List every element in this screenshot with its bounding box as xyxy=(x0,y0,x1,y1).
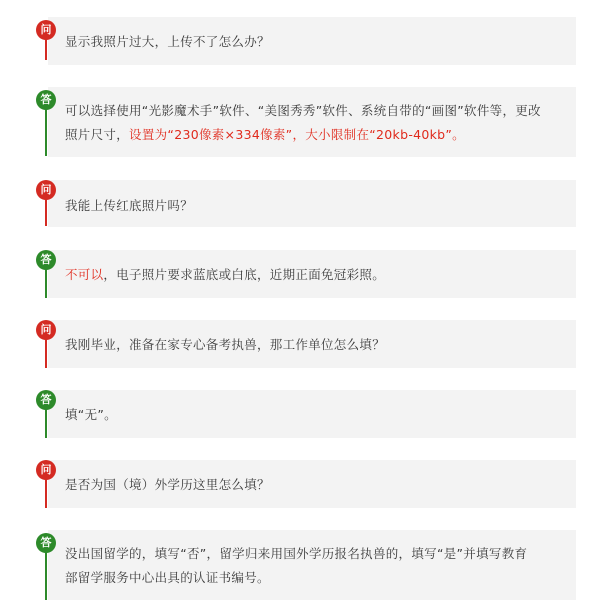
question-card xyxy=(48,320,576,368)
answer-text-line1: 没出国留学的，填写“否”，留学归来用国外学历报名执兽的，填写“是”并填写教育 xyxy=(65,546,528,561)
question-text: 是否为国（境）外学历这里怎么填？ xyxy=(65,477,270,492)
answer-text xyxy=(65,263,562,287)
question-marker: 问 xyxy=(36,20,56,40)
question-card xyxy=(48,460,576,508)
question-text: 我能上传红底照片吗？ xyxy=(65,198,194,213)
answer-text-highlight: 不可以 xyxy=(65,267,104,282)
answer-text-line2 xyxy=(65,123,562,147)
answer-card xyxy=(48,530,576,600)
question-marker: 问 xyxy=(36,320,56,340)
question-marker: 问 xyxy=(36,460,56,480)
question-card xyxy=(48,180,576,227)
question-text: 我刚毕业，准备在家专心备考执兽，那工作单位怎么填？ xyxy=(65,337,386,352)
answer-marker: 答 xyxy=(36,390,56,410)
answer-text-line2: 部留学服务中心出具的认证书编号。 xyxy=(65,570,270,585)
question-card xyxy=(48,17,576,65)
answer-marker: 答 xyxy=(36,533,56,553)
answer-card xyxy=(48,87,576,157)
answer-marker: 答 xyxy=(36,250,56,270)
answer-text-plain: 照片尺寸， xyxy=(65,127,130,142)
answer-text-highlight: 设置为“230像素×334像素”，大小限制在“20kb-40kb”。 xyxy=(129,127,465,142)
answer-text: 填“无”。 xyxy=(65,407,117,422)
answer-card xyxy=(48,390,576,438)
answer-card xyxy=(48,250,576,298)
question-text: 显示我照片过大，上传不了怎么办？ xyxy=(65,34,270,49)
answer-text-plain: ，电子照片要求蓝底或白底，近期正面免冠彩照。 xyxy=(103,267,386,282)
question-marker: 问 xyxy=(36,180,56,200)
answer-text-line1: 可以选择使用“光影魔术手”软件、“美图秀秀”软件、系统自带的“画图”软件等，更改 xyxy=(65,103,541,118)
answer-marker: 答 xyxy=(36,90,56,110)
